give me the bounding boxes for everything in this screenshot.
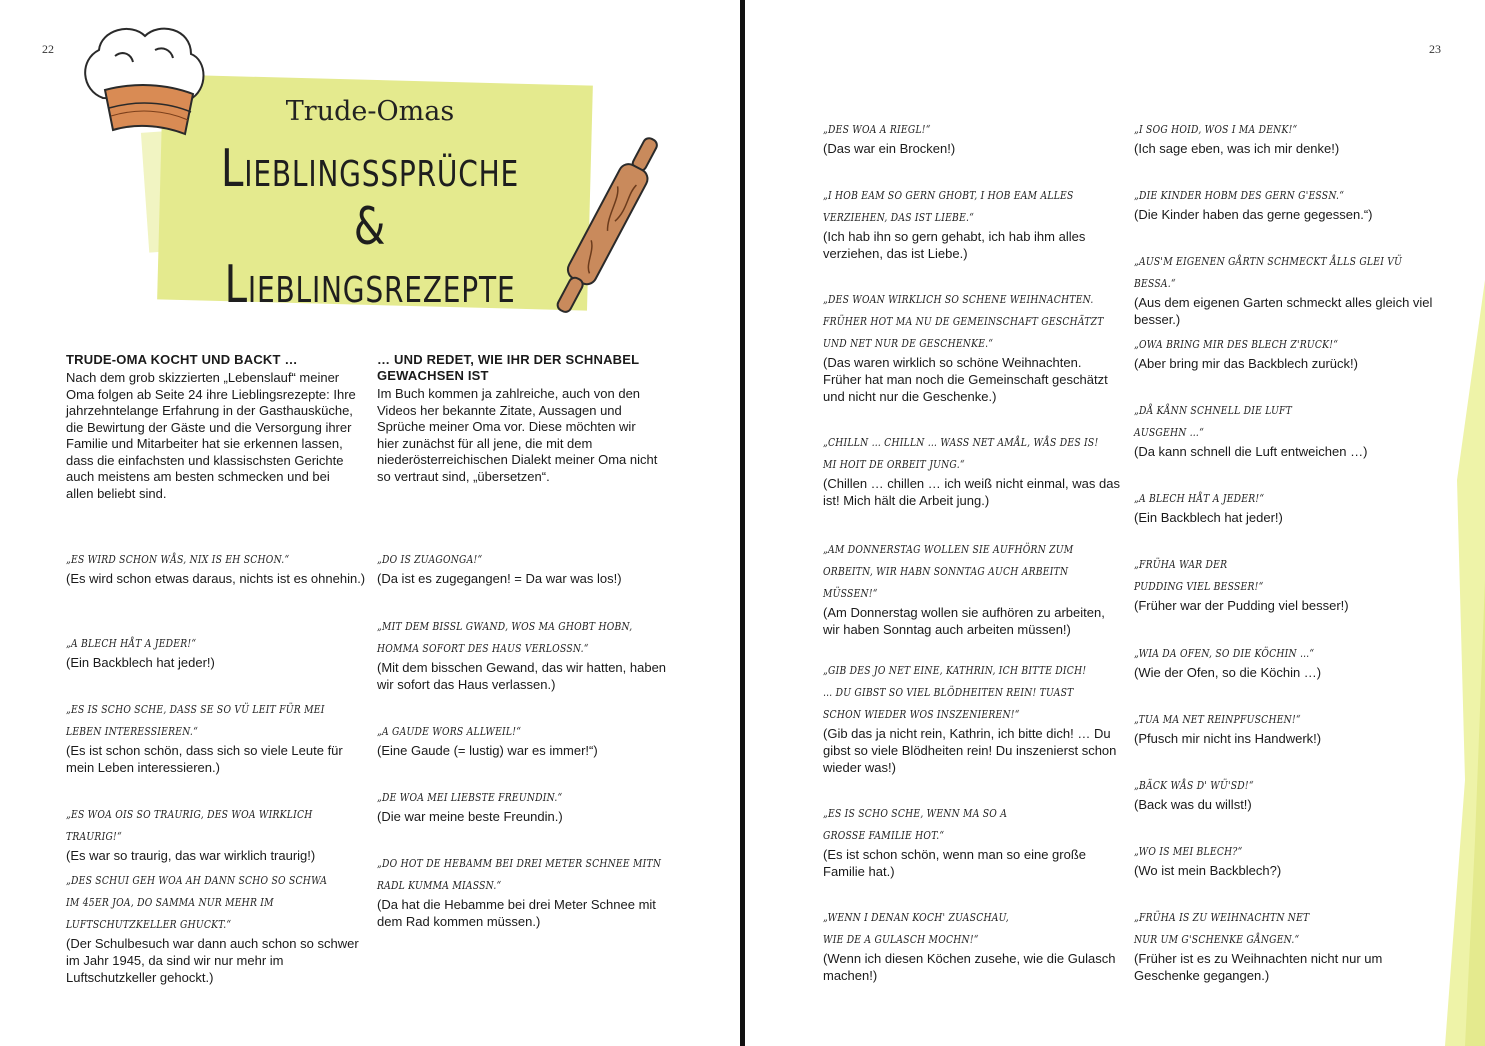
quote-dialect: „WIA DA OFEN, SO DIE KÖCHIN …“ — [1134, 646, 1315, 660]
quote-translation: (Es ist schon schön, dass sich so viele Leute für mein Leben interessieren.) — [66, 743, 343, 775]
quote-item — [823, 288, 1123, 405]
quote-item — [1134, 250, 1434, 328]
intro-heading-1: TRUDE-OMA KOCHT UND BACKT … — [66, 352, 298, 367]
intro-text-2: Im Buch kommen ja zahlreiche, auch von den Videos her bekannte Zitate, Aussagen und Sprüche meiner Oma vor. Diese möchten wir hier zunächst für all jene, die mit dem niederösterreichischen Dialekt meiner Oma nicht so vertraut sind, „übersetzen“. — [377, 386, 658, 484]
quote-item — [1134, 840, 1434, 879]
quote-dialect: „TUA MA NET REINPFUSCHEN!“ — [1134, 712, 1301, 726]
quote-dialect: „FRÜHA WAR DER PUDDING VIEL BESSER!“ — [1134, 557, 1264, 593]
quote-translation: (Eine Gaude (= lustig) war es immer!“) — [377, 743, 598, 758]
quote-dialect: „WENN I DENAN KOCH' ZUASCHAU, WIE DE A GULASCH MOCHN!“ — [823, 910, 1009, 946]
quote-dialect: „AUS'M EIGENEN GÅRTN SCHMECKT ÅLLS GLEI VÜ BESSA.“ — [1134, 254, 1403, 290]
quote-item — [377, 615, 677, 693]
quote-translation: (Es ist schon schön, wenn man so eine große Familie hat.) — [823, 847, 1087, 879]
quote-translation: (Back was du willst!) — [1134, 797, 1252, 812]
quote-translation: (Früher war der Pudding viel besser!) — [1134, 598, 1349, 613]
quote-item — [823, 538, 1123, 638]
title-subtitle: Trude-Omas — [285, 96, 455, 127]
quote-translation: (Früher ist es zu Weihnachten nicht nur um Geschenke gegangen.) — [1134, 951, 1383, 983]
quote-item — [823, 431, 1123, 509]
quote-item — [1134, 642, 1434, 681]
quote-translation: (Am Donnerstag wollen sie aufhören zu arbeiten, wir haben Sonntag auch arbeiten müssen!) — [823, 605, 1105, 637]
quote-item — [66, 803, 366, 864]
quote-translation: (Ich sage eben, was ich mir denke!) — [1134, 141, 1340, 156]
quote-translation: (Ein Backblech hat jeder!) — [66, 655, 215, 670]
quote-item — [1134, 184, 1434, 223]
page-number-left: 22 — [42, 42, 54, 56]
intro-heading-2: … UND REDET, WIE IHR DER SCHNABEL GEWACHSEN IST — [377, 352, 640, 383]
quote-item — [823, 184, 1123, 262]
quote-item — [66, 548, 366, 587]
quote-translation: (Es war so traurig, das war wirklich traurig!) — [66, 848, 316, 863]
page-title — [198, 140, 541, 314]
quote-dialect: „A BLECH HÅT A JEDER!“ — [1134, 491, 1265, 505]
quote-dialect: „DES WOA A RIEGL!“ — [823, 122, 931, 136]
quote-translation: (Aus dem eigenen Garten schmeckt alles gleich viel besser.) — [1134, 295, 1433, 327]
quote-item — [377, 786, 677, 825]
quote-item — [66, 632, 366, 671]
quote-translation: (Wenn ich diesen Köchen zusehe, wie die Gulasch machen!) — [823, 951, 1116, 983]
quote-translation: (Da kann schnell die Luft entweichen …) — [1134, 444, 1368, 459]
quote-item — [66, 869, 366, 986]
quote-translation: (Da hat die Hebamme bei drei Meter Schnee mit dem Rad kommen müssen.) — [377, 897, 656, 929]
quote-dialect: „OWA BRING MIR DES BLECH Z'RUCK!“ — [1134, 337, 1339, 351]
quote-dialect: „I SOG HOID, WOS I MA DENK!“ — [1134, 122, 1298, 136]
quote-item — [66, 698, 366, 776]
quote-translation: (Pfusch mir nicht ins Handwerk!) — [1134, 731, 1322, 746]
quote-dialect: „GIB DES JO NET EINE, KATHRIN, ICH BITTE DICH! … DU GIBST SO VIEL BLÖDHEITEN REIN! TUAST SCHON WIEDER WOS INSZENIEREN!“ — [823, 663, 1087, 721]
intro-column-1 — [66, 352, 358, 502]
quote-dialect: „DES WOAN WIRKLICH SO SCHENE WEIHNACHTEN. FRÜHER HOT MA NU DE GEMEINSCHAFT GESCHÄTZT UND NET NUR DE GESCHENKE.“ — [823, 292, 1104, 350]
quote-translation: (Da ist es zugegangen! = Da war was los!) — [377, 571, 622, 586]
intro-column-2 — [377, 352, 659, 485]
quote-translation: (Es wird schon etwas daraus, nichts ist es ohnehin.) — [66, 571, 366, 586]
quote-dialect: „ES IS SCHO SCHE, WENN MA SO A GROSSE FAMILIE HOT.“ — [823, 806, 1008, 842]
quote-dialect: „BÄCK WÅS D' WÜ'SD!“ — [1134, 778, 1254, 792]
quote-dialect: „A BLECH HÅT A JEDER!“ — [66, 636, 197, 650]
quote-dialect: „ES WOA OIS SO TRAURIG, DES WOA WIRKLICH TRAURIG!“ — [66, 807, 313, 843]
quote-translation: (Die war meine beste Freundin.) — [377, 809, 563, 824]
quote-item — [1134, 774, 1434, 813]
quote-item — [1134, 333, 1434, 372]
quote-item — [1134, 399, 1434, 460]
quote-dialect: „ES WIRD SCHON WÅS, NIX IS EH SCHON.“ — [66, 552, 290, 566]
title-line-1: Lieblingssprüche & — [220, 139, 520, 257]
quote-item — [377, 852, 677, 930]
quote-translation: (Wo ist mein Backblech?) — [1134, 863, 1282, 878]
quote-dialect: „A GAUDE WORS ALLWEIL!“ — [377, 724, 522, 738]
quote-item — [377, 720, 677, 759]
title-line-2: Lieblingsrezepte — [224, 255, 516, 315]
page-number-right: 23 — [1429, 42, 1441, 56]
quote-item — [1134, 553, 1434, 614]
quote-translation: (Die Kinder haben das gerne gegessen.“) — [1134, 207, 1373, 222]
quote-item — [377, 548, 677, 587]
quote-dialect: „DE WOA MEI LIEBSTE FREUNDIN.“ — [377, 790, 563, 804]
quote-translation: (Der Schulbesuch war dann auch schon so schwer im Jahr 1945, da sind wir nur mehr im Luftschutzkeller gehockt.) — [66, 936, 359, 985]
quote-item — [1134, 487, 1434, 526]
quote-dialect: „DO HOT DE HEBAMM BEI DREI METER SCHNEE MITN RADL KUMMA MIASSN.“ — [377, 856, 662, 892]
quote-translation: (Wie der Ofen, so die Köchin …) — [1134, 665, 1322, 680]
quote-dialect: „DIE KINDER HOBM DES GERN G'ESSN.“ — [1134, 188, 1345, 202]
rolling-pin-icon — [530, 125, 680, 330]
quote-dialect: „DES SCHUI GEH WOA AH DANN SCHO SO SCHWA IM 45ER JOA, DO SAMMA NUR MEHR IM LUFTSCHUTZKELLER GHUCKT.“ — [66, 873, 328, 931]
quote-translation: (Ein Backblech hat jeder!) — [1134, 510, 1283, 525]
right-page — [745, 0, 1485, 1046]
quote-translation: (Chillen … chillen … ich weiß nicht einmal, was das ist! Mich hält die Arbeit jung.) — [823, 476, 1120, 508]
quote-item — [1134, 906, 1434, 984]
quote-dialect: „AM DONNERSTAG WOLLEN SIE AUFHÖRN ZUM ORBEITN, WIR HABN SONNTAG AUCH ARBEITN MÜSSEN!“ — [823, 542, 1074, 600]
intro-text-1: Nach dem grob skizzierten „Lebenslauf“ meiner Oma folgen ab Seite 24 ihre Lieblingsrezepte: Ihre jahrzehntelange Erfahrung in der Gasthausküche, die Bewirtung der Gäste und die Versorgung ihrer Familie und Mitarbeiter hat sie erkennen lassen, dass die einfachsten und klassischsten Gerichte auch meistens am besten schmecken und bei allen beliebt sind. — [66, 370, 356, 501]
yellow-edge-shape — [1435, 280, 1485, 1046]
quote-item — [823, 659, 1123, 776]
quote-item — [823, 802, 1123, 880]
quote-dialect: „DO IS ZUAGONGA!“ — [377, 552, 483, 566]
left-page — [0, 0, 740, 1046]
quote-item — [823, 118, 1123, 157]
quote-dialect: „I HOB EAM SO GERN GHOBT, I HOB EAM ALLES VERZIEHEN, DAS IST LIEBE.“ — [823, 188, 1074, 224]
quote-translation: (Mit dem bisschen Gewand, das wir hatten, haben wir sofort das Haus verlassen.) — [377, 660, 667, 692]
quote-translation: (Aber bring mir das Backblech zurück!) — [1134, 356, 1358, 371]
quote-dialect: „WO IS MEI BLECH?“ — [1134, 844, 1243, 858]
quote-translation: (Das waren wirklich so schöne Weihnachten. Früher hat man noch die Gemeinschaft geschätzt und nicht nur die Geschenke.) — [823, 355, 1108, 404]
quote-translation: (Ich hab ihn so gern gehabt, ich hab ihm alles verziehen, das ist Liebe.) — [823, 229, 1086, 261]
quote-dialect: „CHILLN … CHILLN … WASS NET AMÅL, WÅS DES IS! MI HOIT DE ORBEIT JUNG.“ — [823, 435, 1099, 471]
quote-dialect: „DÅ KÅNN SCHNELL DIE LUFT AUSGEHN …“ — [1134, 403, 1293, 439]
quote-item — [1134, 118, 1434, 157]
quote-dialect: „MIT DEM BISSL GWAND, WOS MA GHOBT HOBN, HOMMA SOFORT DES HAUS VERLOSSN.“ — [377, 619, 633, 655]
quote-item — [1134, 708, 1434, 747]
quote-dialect: „ES IS SCHO SCHE, DASS SE SO VÜ LEIT FÜR MEI LEBEN INTERESSIEREN.“ — [66, 702, 325, 738]
quote-item — [823, 906, 1123, 984]
quote-translation: (Gib das ja nicht rein, Kathrin, ich bitte dich! … Du gibst so viele Blödheiten rein! Du inszenierst schon wieder was!) — [823, 726, 1117, 775]
quote-dialect: „FRÜHA IS ZU WEIHNACHTN NET NUR UM G'SCHENKE GÅNGEN.“ — [1134, 910, 1310, 946]
quote-translation: (Das war ein Brocken!) — [823, 141, 956, 156]
